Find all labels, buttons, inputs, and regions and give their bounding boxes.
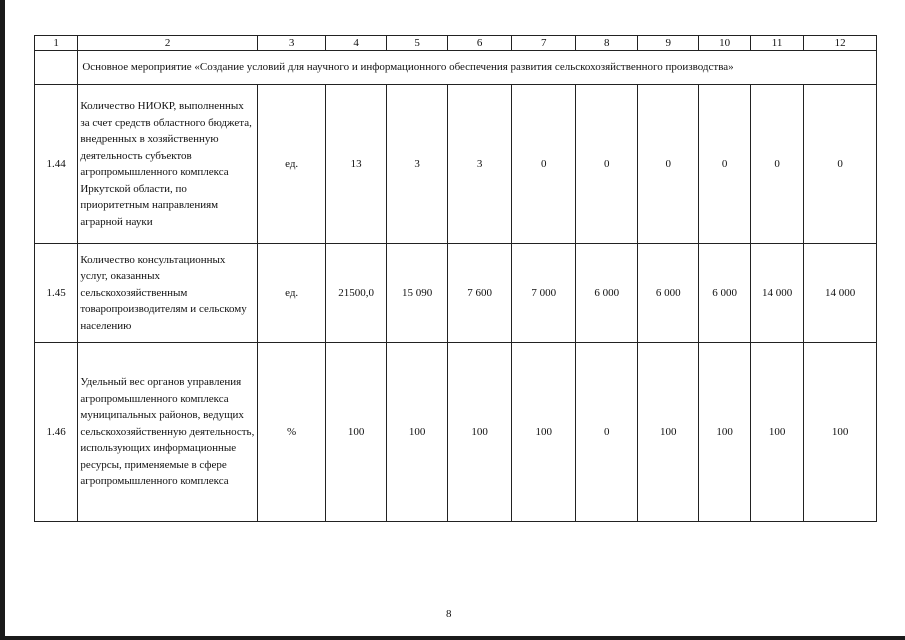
section-title: Основное мероприятие «Создание условий для научного и информационного обеспечения развития сельскохозяйственного производства»	[78, 51, 877, 85]
row-number: 1.44	[35, 85, 78, 244]
unit-cell: %	[257, 343, 326, 522]
indicators-table	[34, 35, 877, 522]
column-number: 8	[576, 36, 638, 51]
table-row	[35, 85, 877, 244]
column-number: 11	[750, 36, 803, 51]
value-cell: 0	[576, 343, 638, 522]
value-cell: 6 000	[699, 244, 750, 343]
unit-cell: ед.	[257, 85, 326, 244]
value-cell: 3	[448, 85, 512, 244]
unit-cell: ед.	[257, 244, 326, 343]
row-number: 1.46	[35, 343, 78, 522]
value-cell: 100	[448, 343, 512, 522]
value-cell: 21500,0	[326, 244, 387, 343]
section-empty-cell	[35, 51, 78, 85]
column-number: 1	[35, 36, 78, 51]
value-cell: 100	[637, 343, 699, 522]
column-number-row	[35, 36, 877, 51]
indicator-name: Удельный вес органов управления агропромышленного комплекса муниципальных районов, ведущих сельскохозяйственную деятельность, использующих информационные ресурсы, применяемые в сфере агропромышленного комплекса	[78, 343, 257, 522]
table-row	[35, 343, 877, 522]
value-cell: 14 000	[804, 244, 877, 343]
value-cell: 100	[750, 343, 803, 522]
indicator-name: Количество консультационных услуг, оказанных сельскохозяйственным товаропроизводителям и сельскому населению	[78, 244, 257, 343]
value-cell: 100	[699, 343, 750, 522]
column-number: 2	[78, 36, 257, 51]
value-cell: 0	[699, 85, 750, 244]
column-number: 10	[699, 36, 750, 51]
value-cell: 7 000	[511, 244, 576, 343]
value-cell: 13	[326, 85, 387, 244]
indicator-name: Количество НИОКР, выполненных за счет средств областного бюджета, внедренных в хозяйственную деятельность субъектов агропромышленного комплекса Иркутской области, по приоритетным направлениям аграрной науки	[78, 85, 257, 244]
value-cell: 100	[511, 343, 576, 522]
column-number: 6	[448, 36, 512, 51]
column-number: 7	[511, 36, 576, 51]
value-cell: 7 600	[448, 244, 512, 343]
row-number: 1.45	[35, 244, 78, 343]
value-cell: 14 000	[750, 244, 803, 343]
value-cell: 3	[386, 85, 448, 244]
section-row	[35, 51, 877, 85]
value-cell: 0	[576, 85, 638, 244]
column-number: 9	[637, 36, 699, 51]
scan-left-border	[0, 0, 5, 640]
column-number: 12	[804, 36, 877, 51]
column-number: 3	[257, 36, 326, 51]
value-cell: 0	[637, 85, 699, 244]
column-number: 4	[326, 36, 387, 51]
value-cell: 6 000	[576, 244, 638, 343]
value-cell: 100	[804, 343, 877, 522]
column-number: 5	[386, 36, 448, 51]
value-cell: 0	[511, 85, 576, 244]
value-cell: 0	[750, 85, 803, 244]
value-cell: 100	[386, 343, 448, 522]
scan-bottom-border	[0, 636, 905, 640]
value-cell: 100	[326, 343, 387, 522]
value-cell: 15 090	[386, 244, 448, 343]
page-number: 8	[446, 608, 452, 620]
table-row	[35, 244, 877, 343]
value-cell: 6 000	[637, 244, 699, 343]
value-cell: 0	[804, 85, 877, 244]
